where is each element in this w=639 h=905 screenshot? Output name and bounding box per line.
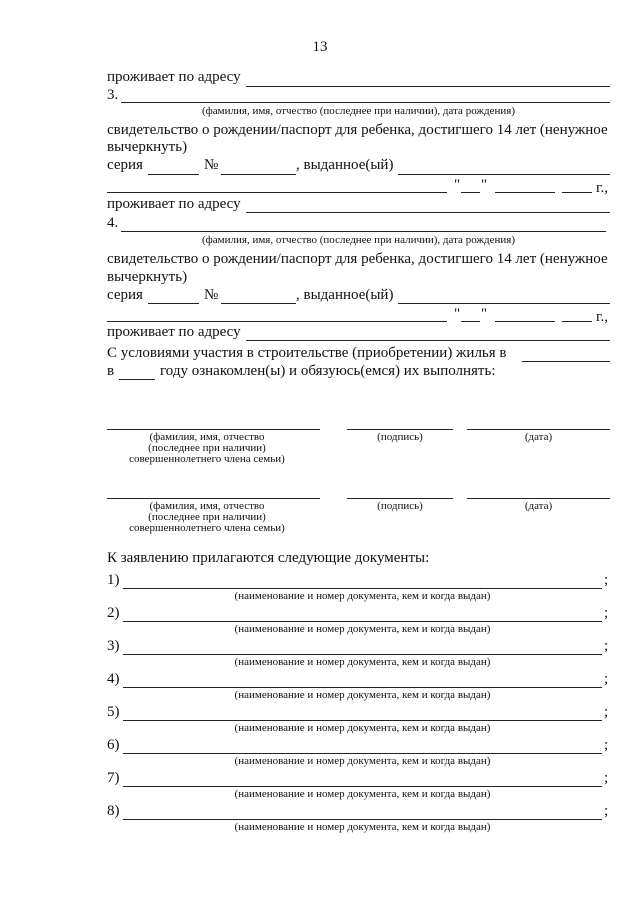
conditions-prefix: в xyxy=(107,363,115,379)
signature-caption: (подпись) xyxy=(377,431,423,443)
document-terminator: ; xyxy=(604,770,609,786)
certificate-text-line1: свидетельство о рождении/паспорт для ребенка, достигшего 14 лет (ненужное xyxy=(107,122,608,138)
signer-fio-caption: (последнее при наличии) xyxy=(148,511,266,523)
number-line xyxy=(221,174,296,175)
year-line xyxy=(562,321,592,322)
document-terminator: ; xyxy=(604,803,609,819)
issued-line xyxy=(398,174,610,175)
certificate-text-line2: вычеркнуть) xyxy=(107,139,188,155)
certificate-text-line1: свидетельство о рождении/паспорт для ребенка, достигшего 14 лет (ненужное xyxy=(107,251,608,267)
conditions-year-line xyxy=(119,379,155,380)
document-line xyxy=(123,819,602,820)
document-number: 6) xyxy=(107,737,120,753)
document-line xyxy=(123,786,602,787)
document-line xyxy=(123,621,602,622)
document-line xyxy=(123,687,602,688)
year-abbr: г., xyxy=(596,180,608,196)
document-caption: (наименование и номер документа, кем и когда выдан) xyxy=(234,722,491,734)
fio-line xyxy=(121,231,606,232)
fio-caption: (фамилия, имя, отчество (последнее при наличии), дата рождения) xyxy=(201,105,515,117)
certificate-text-line2: вычеркнуть) xyxy=(107,269,188,285)
quote-close: " xyxy=(481,306,488,322)
signer-fio-line xyxy=(107,429,320,430)
document-terminator: ; xyxy=(604,737,609,753)
fio-caption: (фамилия, имя, отчество (последнее при наличии), дата рождения) xyxy=(201,234,515,246)
year-abbr: г., xyxy=(596,309,608,325)
document-number: 1) xyxy=(107,572,120,588)
document-terminator: ; xyxy=(604,704,609,720)
document-caption: (наименование и номер документа, кем и когда выдан) xyxy=(234,656,491,668)
document-line xyxy=(123,720,602,721)
date-line xyxy=(467,429,610,430)
document-line xyxy=(123,753,602,754)
document-number: 7) xyxy=(107,770,120,786)
document-caption: (наименование и номер документа, кем и когда выдан) xyxy=(234,623,491,635)
fio-line xyxy=(121,102,610,103)
day-line xyxy=(461,321,480,322)
address-line xyxy=(246,212,610,213)
document-terminator: ; xyxy=(604,572,609,588)
series-line xyxy=(148,174,199,175)
signer-fio-caption: совершеннолетнего члена семьи) xyxy=(129,522,285,534)
address-label: проживает по адресу xyxy=(107,196,241,212)
quote-close: " xyxy=(481,177,488,193)
issued-line xyxy=(398,303,610,304)
document-terminator: ; xyxy=(604,638,609,654)
month-line xyxy=(495,321,555,322)
document-caption: (наименование и номер документа, кем и когда выдан) xyxy=(234,689,491,701)
issued-label: , выданное(ый) xyxy=(296,157,394,173)
member-number: 3. xyxy=(107,87,119,103)
document-caption: (наименование и номер документа, кем и когда выдан) xyxy=(234,590,491,602)
address-line xyxy=(246,340,610,341)
page-number: 13 xyxy=(312,39,328,55)
series-label: серия xyxy=(107,157,143,173)
document-line xyxy=(123,588,602,589)
document-terminator: ; xyxy=(604,671,609,687)
document-caption: (наименование и номер документа, кем и когда выдан) xyxy=(234,755,491,767)
signer-fio-caption: (фамилия, имя, отчество xyxy=(149,431,265,443)
address-label: проживает по адресу xyxy=(107,69,241,85)
document-number: 3) xyxy=(107,638,120,654)
document-number: 5) xyxy=(107,704,120,720)
document-number: 8) xyxy=(107,803,120,819)
quote-open: " xyxy=(454,177,461,193)
conditions-text-line1: С условиями участия в строительстве (приобретении) жилья в xyxy=(107,345,507,361)
issuer-line xyxy=(107,192,447,193)
date-line xyxy=(467,498,610,499)
day-line xyxy=(461,192,480,193)
number-sign: № xyxy=(204,157,219,173)
document-terminator: ; xyxy=(604,605,609,621)
document-caption: (наименование и номер документа, кем и когда выдан) xyxy=(234,788,491,800)
year-line xyxy=(562,192,592,193)
signature-caption: (подпись) xyxy=(377,500,423,512)
signer-fio-caption: (фамилия, имя, отчество xyxy=(149,500,265,512)
signature-line xyxy=(347,429,453,430)
date-caption: (дата) xyxy=(524,500,553,512)
signer-fio-caption: (последнее при наличии) xyxy=(148,442,266,454)
issuer-line xyxy=(107,321,447,322)
quote-open: " xyxy=(454,306,461,322)
conditions-place-line xyxy=(522,361,610,362)
series-label: серия xyxy=(107,287,143,303)
address-label: проживает по адресу xyxy=(107,324,241,340)
number-sign: № xyxy=(204,287,219,303)
issued-label: , выданное(ый) xyxy=(296,287,394,303)
date-caption: (дата) xyxy=(524,431,553,443)
signer-fio-line xyxy=(107,498,320,499)
address-line xyxy=(246,86,610,87)
attached-heading: К заявлению прилагаются следующие документы: xyxy=(107,550,430,566)
signer-fio-caption: совершеннолетнего члена семьи) xyxy=(129,453,285,465)
document-line xyxy=(123,654,602,655)
number-line xyxy=(221,303,296,304)
document-number: 2) xyxy=(107,605,120,621)
series-line xyxy=(148,303,199,304)
conditions-text-line2: году ознакомлен(ы) и обязуюсь(емся) их выполнять: xyxy=(160,363,496,379)
month-line xyxy=(495,192,555,193)
document-number: 4) xyxy=(107,671,120,687)
document-caption: (наименование и номер документа, кем и когда выдан) xyxy=(234,821,491,833)
member-number: 4. xyxy=(107,215,119,231)
signature-line xyxy=(347,498,453,499)
